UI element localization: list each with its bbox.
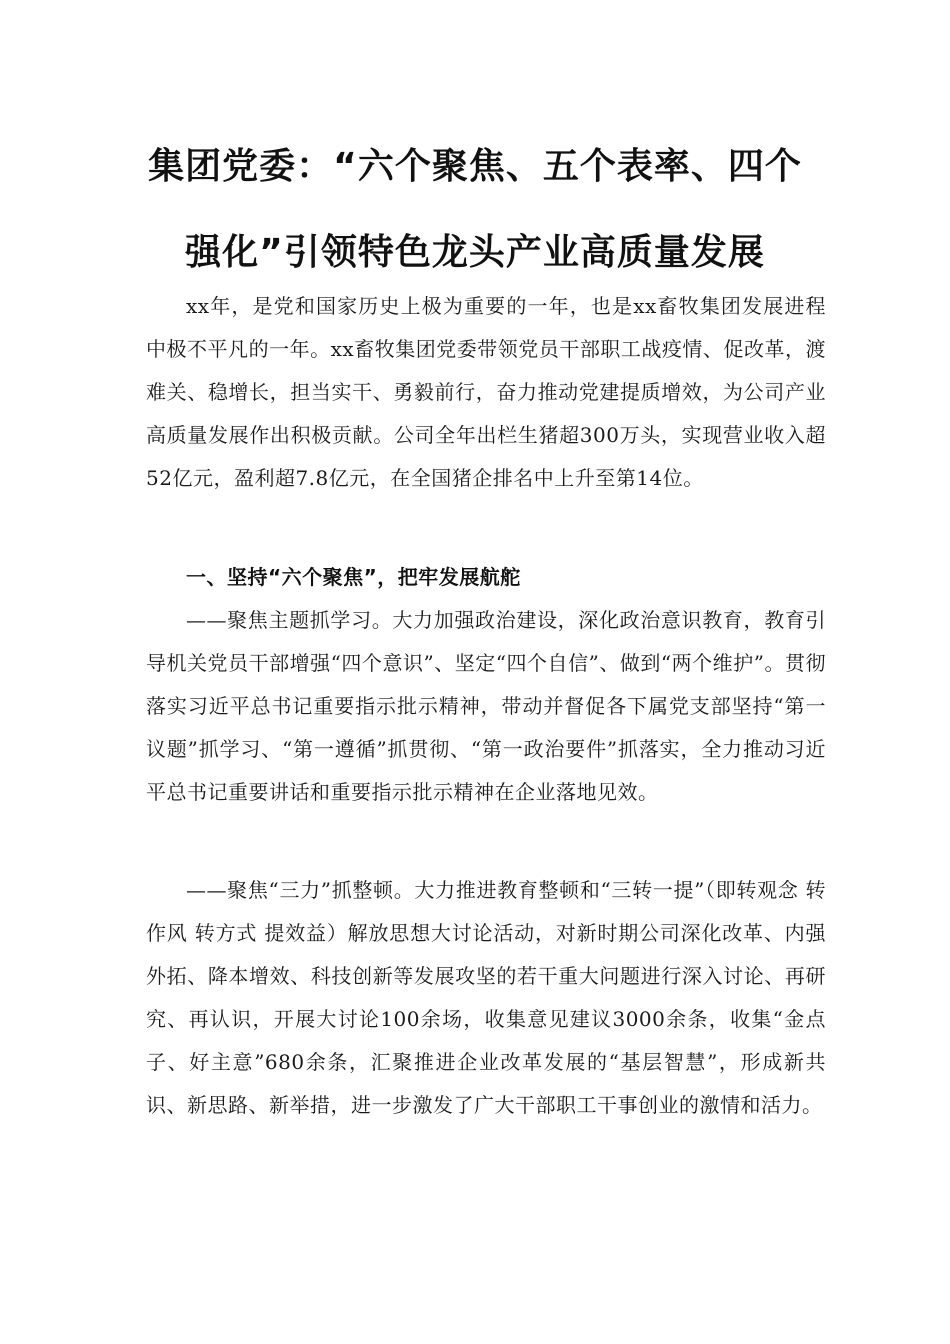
document-title-line-2: 强化”引领特色龙头产业高质量发展 bbox=[185, 232, 765, 273]
rectification-focus-paragraph: ——聚焦“三力”抓整顿。大力推进教育整顿和“三转一提”（即转观念 转作风 转方式 提效益）解放思想大讨论活动，对新时期公司深化改革、内强外拓、降本增效、科技创新等发展攻坚的若干重大问题进行深入讨论、再研究、再认识，开展大讨论100余场，收集意见建议3000余条，收集“金点子、好主意”680余条，汇聚推进企业改革发展的“基层智慧”，形成新共识、新思路、新举措，进一步激发了广大干部职工干事创业的激情和活力。 bbox=[146, 878, 826, 1117]
study-focus-paragraph: ——聚焦主题抓学习。大力加强政治建设，深化政治意识教育，教育引导机关党员干部增强“四个意识”、坚定“四个自信”、做到“两个维护”。贯彻落实习近平总书记重要指示批示精神，带动并督促各下属党支部坚持“第一议题”抓学习、“第一遵循”抓贯彻、“第一政治要件”抓落实，全力推动习近平总书记重要讲话和重要指示批示精神在企业落地见效。 bbox=[146, 608, 826, 804]
section-heading-1: 一、坚持“六个聚焦”，把牢发展航舵 bbox=[186, 565, 521, 589]
intro-paragraph: xx年，是党和国家历史上极为重要的一年，也是xx畜牧集团发展进程中极不平凡的一年。xx畜牧集团党委带领党员干部职工战疫情、促改革，渡难关、稳增长，担当实干、勇毅前行，奋力推动党建提质增效，为公司产业高质量发展作出积极贡献。公司全年出栏生猪超300万头，实现营业收入超52亿元，盈利超7.8亿元，在全国猪企排名中上升至第14位。 bbox=[146, 294, 826, 490]
document-title-line-1: 集团党委：“六个聚焦、五个表率、四个 bbox=[148, 146, 802, 187]
